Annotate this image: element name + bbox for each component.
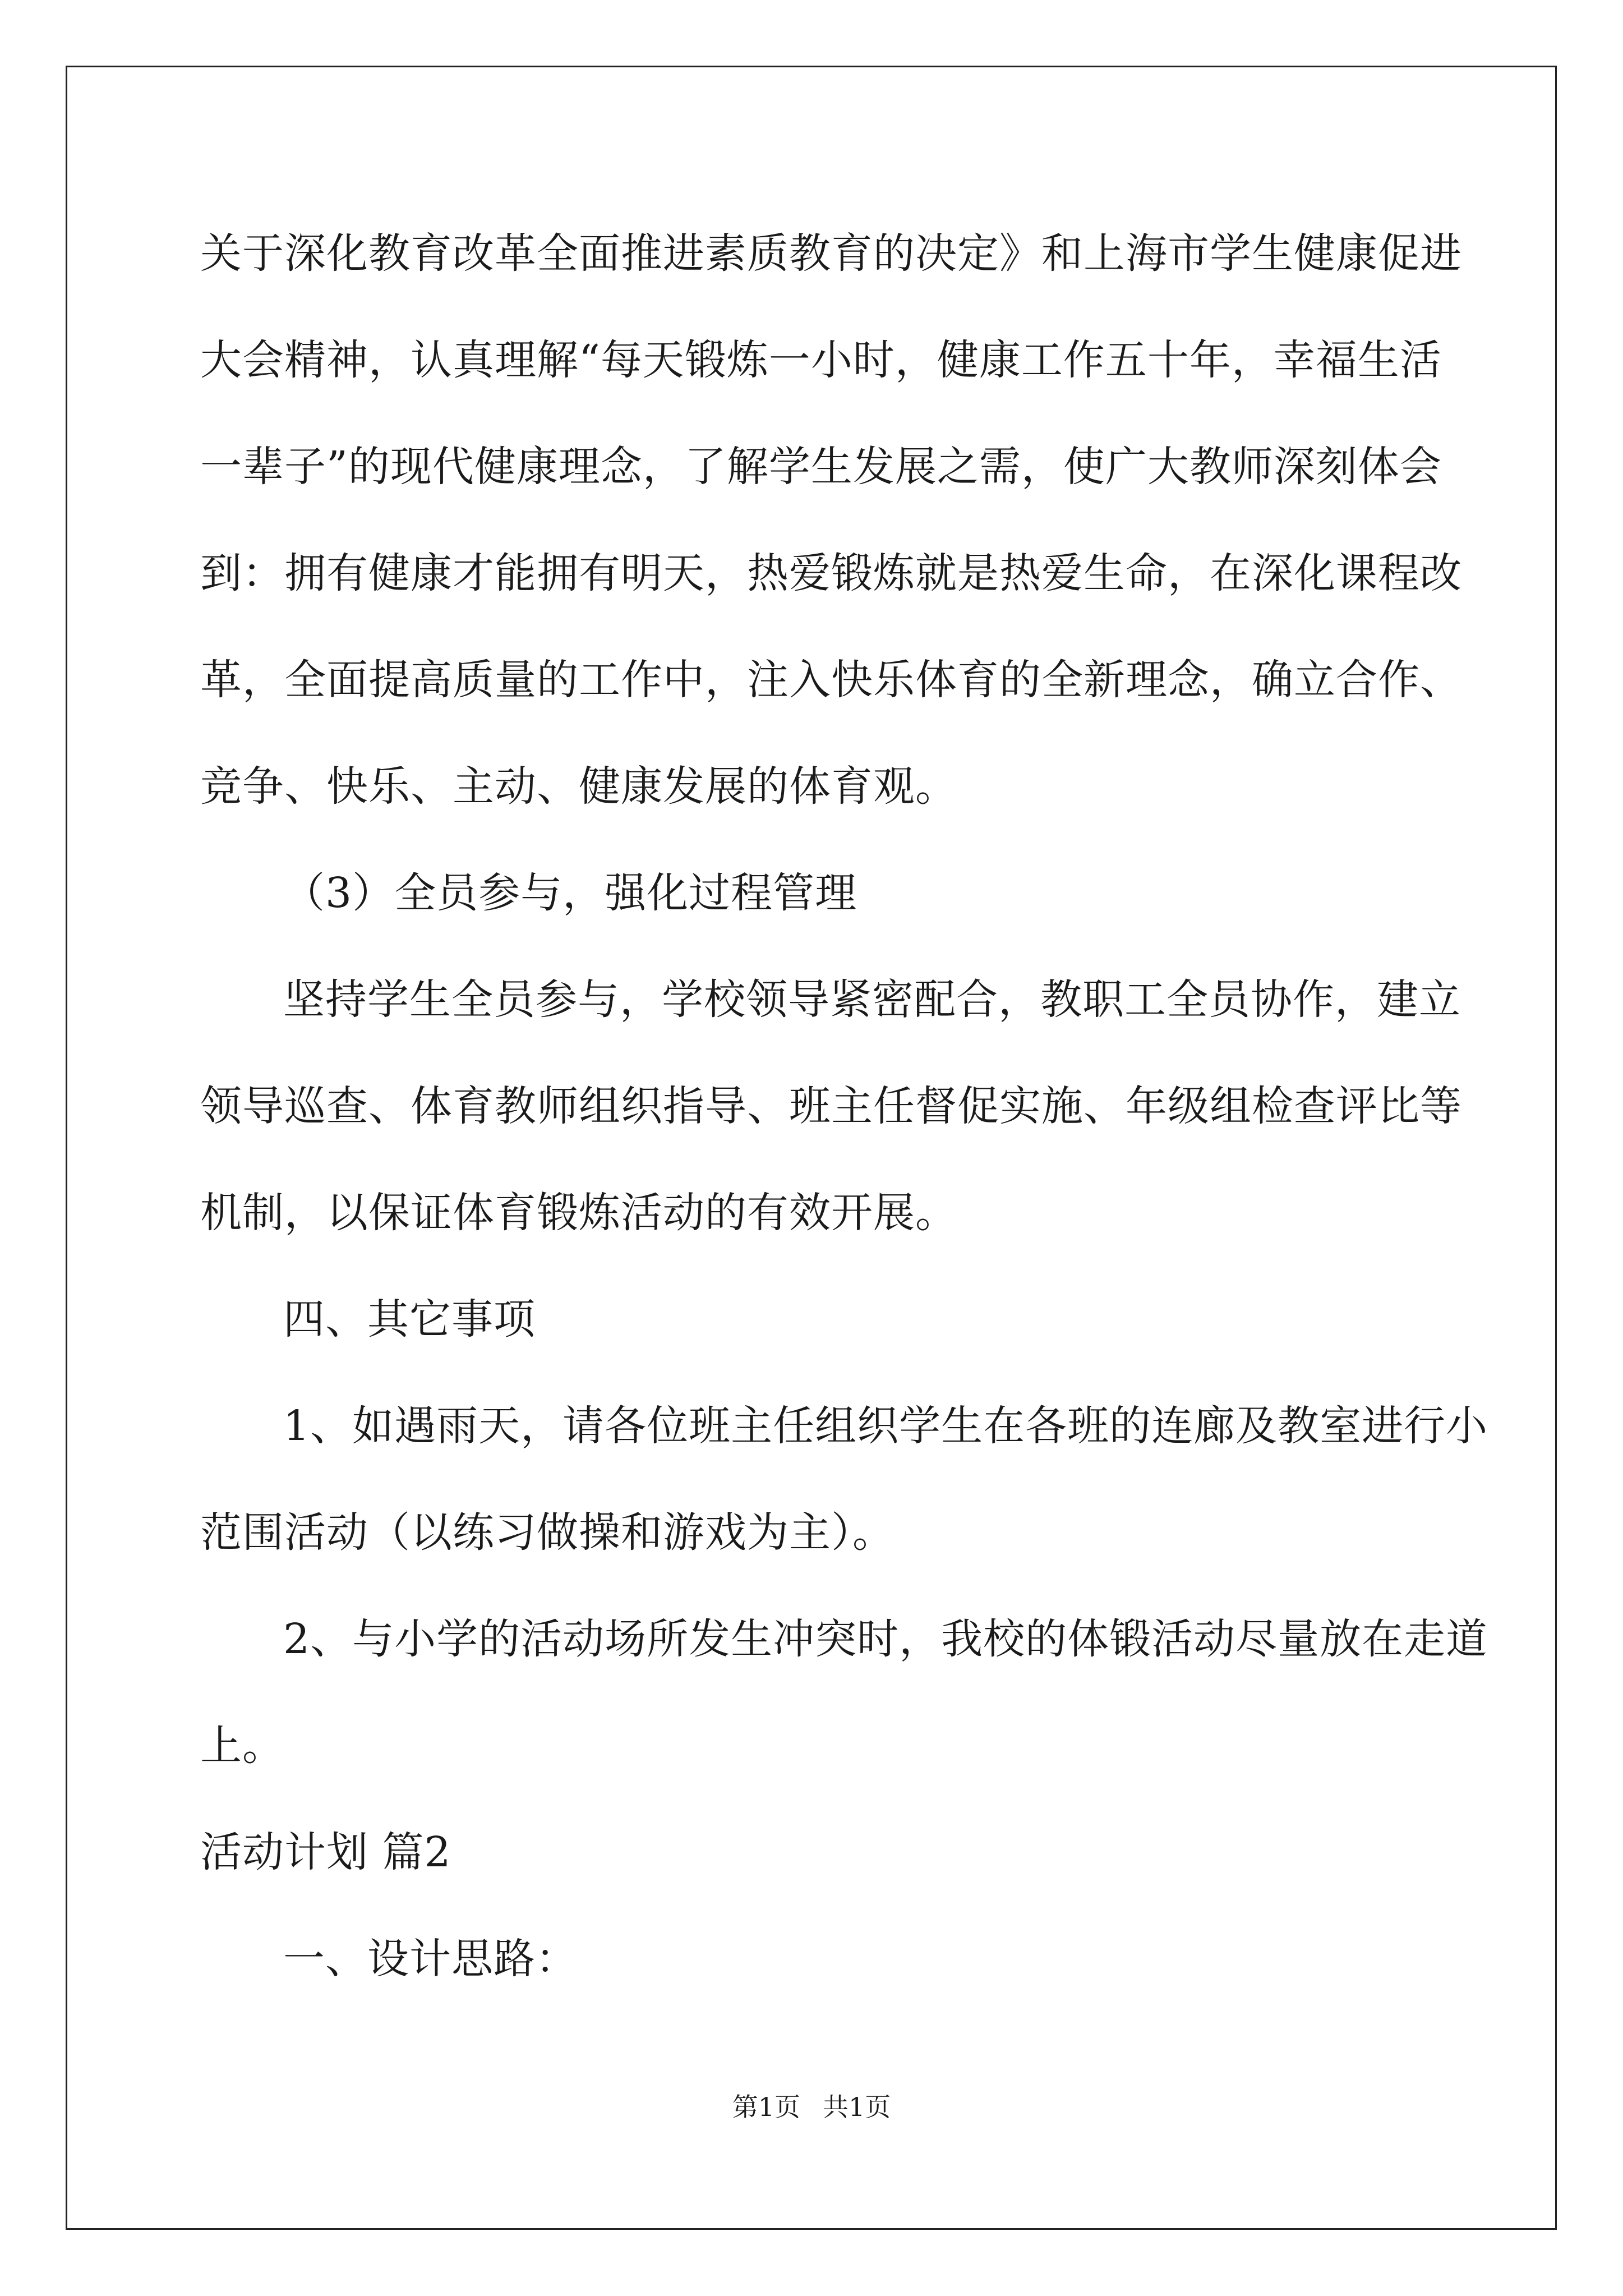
text-line: 一辈子”的现代健康理念，了解学生发展之需，使广大教师深刻体会 <box>200 443 1442 491</box>
text-line: 范围活动（以练习做操和游戏为主）。 <box>200 1508 895 1557</box>
page-total: 共1页 <box>823 2092 891 2122</box>
document-body <box>200 200 1488 2012</box>
text-line: 竞争、快乐、主动、健康发展的体育观。 <box>200 762 957 811</box>
text-line: 大会精神，认真理解“每天锻炼一小时，健康工作五十年，幸福生活 <box>200 336 1442 384</box>
text-line: 1、如遇雨天，请各位班主任组织学生在各班的连廊及教室进行小 <box>283 1402 1488 1450</box>
text-line: 坚持学生全员参与，学校领导紧密配合，教职工全员协作，建立 <box>283 976 1461 1024</box>
text-line: 2、与小学的活动场所发生冲突时，我校的体锻活动尽量放在走道 <box>283 1615 1488 1663</box>
page-footer <box>0 2087 1623 2124</box>
text-line: 到：拥有健康才能拥有明天，热爱锻炼就是热爱生命，在深化课程改 <box>200 549 1462 597</box>
page-number: 第1页 <box>732 2092 800 2122</box>
text-line: 领导巡查、体育教师组织指导、班主任督促实施、年级组检查评比等 <box>200 1082 1462 1130</box>
section-heading: 四、其它事项 <box>283 1295 536 1343</box>
text-line: 革，全面提高质量的工作中，注入快乐体育的全新理念，确立合作、 <box>200 656 1462 704</box>
text-line: 上。 <box>200 1722 284 1770</box>
section-heading: 一、设计思路： <box>283 1935 578 1983</box>
text-line: 机制，以保证体育锻炼活动的有效开展。 <box>200 1189 957 1237</box>
section-heading: （3）全员参与，强化过程管理 <box>283 869 857 917</box>
text-line: 关于深化教育改革全面推进素质教育的决定》和上海市学生健康促进 <box>200 229 1462 278</box>
plan-title: 活动计划 篇2 <box>200 1828 451 1876</box>
